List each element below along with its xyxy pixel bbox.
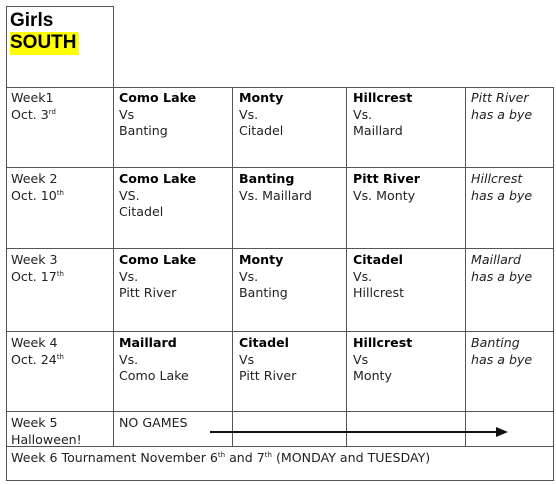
vs-text: Vs. (239, 268, 259, 284)
home-team: Monty (239, 252, 284, 267)
grid-line (465, 87, 466, 447)
home-team: Hillcrest (353, 90, 413, 105)
game-cell (119, 252, 196, 302)
week6-text-b: and 7 (225, 450, 265, 465)
grid-line (6, 248, 554, 249)
week5-label (11, 415, 82, 448)
home-team: Como Lake (119, 171, 197, 186)
game-cell (239, 171, 312, 204)
bye-note: has a bye (471, 187, 533, 203)
grid-line (6, 167, 554, 168)
home-team: Citadel (239, 335, 289, 350)
week-date: Oct. 10 (11, 187, 57, 203)
game-cell (353, 90, 412, 140)
home-team: Hillcrest (353, 335, 413, 350)
home-team: Pitt River (353, 171, 420, 186)
bye-cell (471, 335, 532, 368)
home-team: Monty (239, 90, 284, 105)
date-suffix: th (56, 352, 64, 361)
away-team: Maillard (353, 123, 403, 138)
bye-cell (471, 90, 532, 123)
away-team: Hillcrest (353, 285, 405, 300)
no-games-text: NO GAMES (119, 415, 188, 430)
bye-team: Banting (471, 335, 520, 350)
week5-halloween: Halloween! (11, 431, 82, 447)
away-team: Como Lake (119, 368, 189, 383)
game-cell (239, 335, 296, 385)
arrow-right-icon (210, 425, 510, 439)
home-team: Citadel (353, 252, 403, 267)
home-team: Como Lake (119, 252, 197, 267)
vs-text: Vs (353, 351, 369, 367)
week6-text-a: Week 6 Tournament November 6 (11, 450, 218, 465)
grid-line (6, 411, 554, 412)
vs-text: Vs (119, 106, 135, 122)
bye-team: Hillcrest (471, 171, 523, 186)
vs-text: Vs. (119, 351, 139, 367)
bye-note: has a bye (471, 106, 533, 122)
vs-text: VS. (119, 187, 140, 203)
week-label-text: Week 2 (11, 171, 58, 186)
week6-text-c: (MONDAY and TUESDAY) (271, 450, 431, 465)
schedule-table (6, 6, 554, 484)
title-block (10, 10, 79, 55)
week-label (11, 252, 64, 285)
grid-line (346, 87, 347, 447)
away-team: Banting (239, 285, 288, 300)
bye-team: Maillard (471, 252, 521, 267)
bye-note: has a bye (471, 268, 533, 284)
vs-text: Vs. (119, 268, 139, 284)
grid-line (113, 6, 114, 447)
week-date: Oct. 17 (11, 268, 57, 284)
home-team: Banting (239, 171, 295, 186)
title-south: SOUTH (10, 32, 77, 53)
week-label-text: Week 4 (11, 335, 58, 350)
grid-line (6, 87, 554, 88)
grid-line (232, 87, 233, 447)
home-team: Como Lake (119, 90, 197, 105)
grid-line (6, 6, 7, 481)
grid-line (6, 6, 114, 7)
game-cell (353, 171, 420, 204)
bye-cell (471, 171, 532, 204)
game-cell (239, 252, 288, 302)
vs-text: Vs. (353, 106, 373, 122)
week-label (11, 171, 64, 204)
vs-text: Vs. Maillard (239, 187, 312, 203)
game-cell (353, 252, 404, 302)
title-girls: Girls (10, 10, 54, 31)
away-team: Monty (353, 368, 392, 383)
vs-text: Vs. (239, 106, 259, 122)
week-date: Oct. 3 (11, 106, 49, 122)
away-team: Citadel (239, 123, 284, 138)
week-date: Oct. 24 (11, 351, 57, 367)
home-team: Maillard (119, 335, 177, 350)
away-team: Pitt River (239, 368, 297, 383)
date-suffix: th (217, 451, 226, 459)
grid-line (6, 331, 554, 332)
week-label (11, 90, 56, 123)
week6-row (11, 450, 430, 467)
away-team: Citadel (119, 204, 164, 219)
game-cell (119, 171, 196, 221)
week-label-text: Week 3 (11, 252, 58, 267)
vs-text: Vs. Monty (353, 187, 416, 203)
game-cell (239, 90, 283, 140)
date-suffix: th (264, 451, 272, 459)
bye-team: Pitt River (471, 90, 529, 105)
bye-cell (471, 252, 532, 285)
game-cell (119, 90, 196, 140)
week5-label-text: Week 5 (11, 415, 58, 430)
week-label (11, 335, 64, 368)
grid-line (6, 480, 554, 481)
date-suffix: th (56, 188, 64, 197)
date-suffix: th (56, 269, 64, 278)
away-team: Pitt River (119, 285, 177, 300)
grid-line (553, 87, 554, 481)
grid-line (6, 446, 554, 447)
game-cell (119, 335, 189, 385)
away-team: Banting (119, 123, 168, 138)
week-label-text: Week1 (11, 90, 54, 105)
vs-text: Vs. (353, 268, 373, 284)
date-suffix: rd (48, 107, 56, 116)
vs-text: Vs (239, 351, 255, 367)
game-cell (353, 335, 412, 385)
bye-note: has a bye (471, 351, 533, 367)
